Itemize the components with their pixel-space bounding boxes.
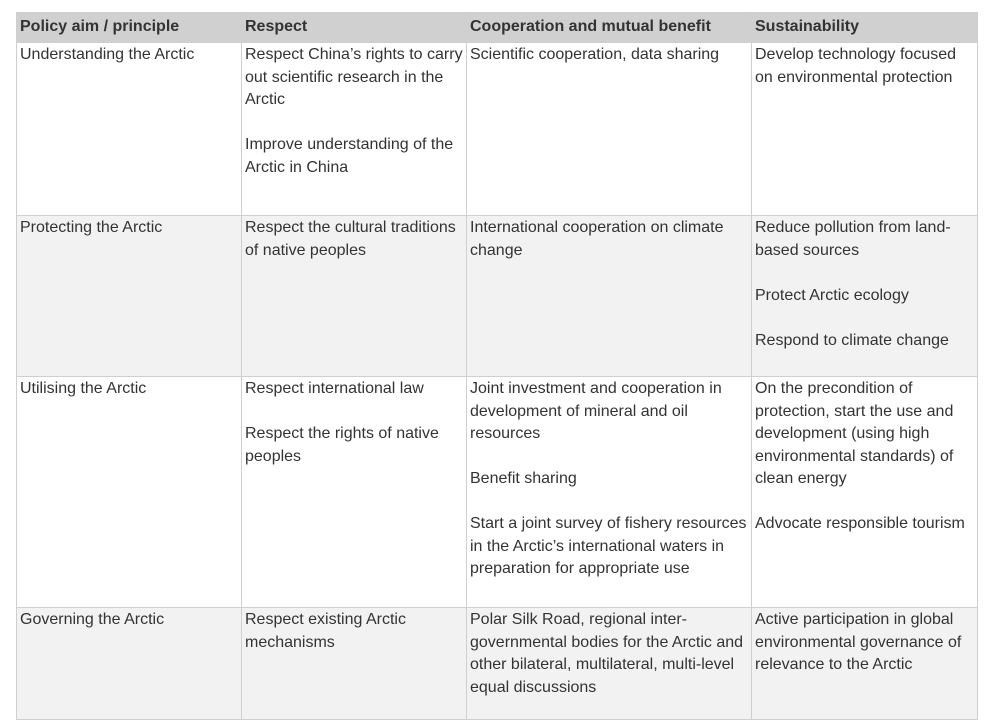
cell-sustainability [752,377,978,608]
cooperation-text: Start a joint survey of fishery resources in the Arctic’s international waters in preparation for appropriate use [470,515,747,577]
sustainability-text: Respond to climate change [755,331,949,349]
cell-cooperation [467,43,752,216]
respect-text: Respect international law [245,380,424,397]
respect-text: Respect the cultural traditions of native peoples [245,219,456,259]
table-header-row [17,13,978,43]
policy-aim-text: Understanding the Arctic [20,46,195,63]
cooperation-text: Polar Silk Road, regional inter-governmental bodies for the Arctic and other bilateral, multilateral, multi-level equal discussions [470,611,744,696]
cooperation-text: Scientific cooperation, data sharing [470,46,720,63]
header-policy-aim: Policy aim / principle [17,13,242,43]
cell-cooperation [467,377,752,608]
cooperation-text: Joint investment and cooperation in development of mineral and oil resources [470,380,722,442]
cell-respect [242,608,467,720]
cell-respect [242,43,467,216]
sustainability-text: Active participation in global environmental governance of relevance to the Arctic [755,611,962,673]
sustainability-text: Develop technology focused on environmental protection [755,46,957,86]
table-row [17,608,978,720]
table-row [17,43,978,216]
cell-respect [242,216,467,377]
sustainability-text: Protect Arctic ecology [755,286,909,304]
cell-policy-aim [17,216,242,377]
cell-policy-aim [17,377,242,608]
respect-text: Respect existing Arctic mechanisms [245,611,406,651]
respect-text: Improve understanding of the Arctic in China [245,136,454,176]
header-cooperation: Cooperation and mutual benefit [467,13,752,43]
cell-sustainability [752,608,978,720]
header-sustainability: Sustainability [752,13,978,43]
cooperation-text: Benefit sharing [470,470,577,487]
sustainability-text: Reduce pollution from land-based sources [755,219,951,259]
header-respect: Respect [242,13,467,43]
arctic-policy-table [16,12,978,720]
sustainability-text: On the precondition of protection, start the use and development (using high environmental standards) of clean energy [755,380,954,487]
cell-sustainability [752,216,978,377]
respect-text: Respect China’s rights to carry out scientific research in the Arctic [245,46,463,108]
sustainability-text: Advocate responsible tourism [755,515,965,532]
respect-text: Respect the rights of native peoples [245,425,439,465]
cell-respect [242,377,467,608]
cell-policy-aim [17,43,242,216]
policy-aim-text: Utilising the Arctic [20,380,147,397]
cooperation-text: International cooperation on climate change [470,219,724,259]
cell-sustainability [752,43,978,216]
policy-aim-text: Governing the Arctic [20,611,165,628]
cell-cooperation [467,216,752,377]
cell-policy-aim [17,608,242,720]
table-row [17,216,978,377]
cell-cooperation [467,608,752,720]
arctic-policy-table-container [16,12,977,720]
policy-aim-text: Protecting the Arctic [20,219,163,236]
table-row [17,377,978,608]
